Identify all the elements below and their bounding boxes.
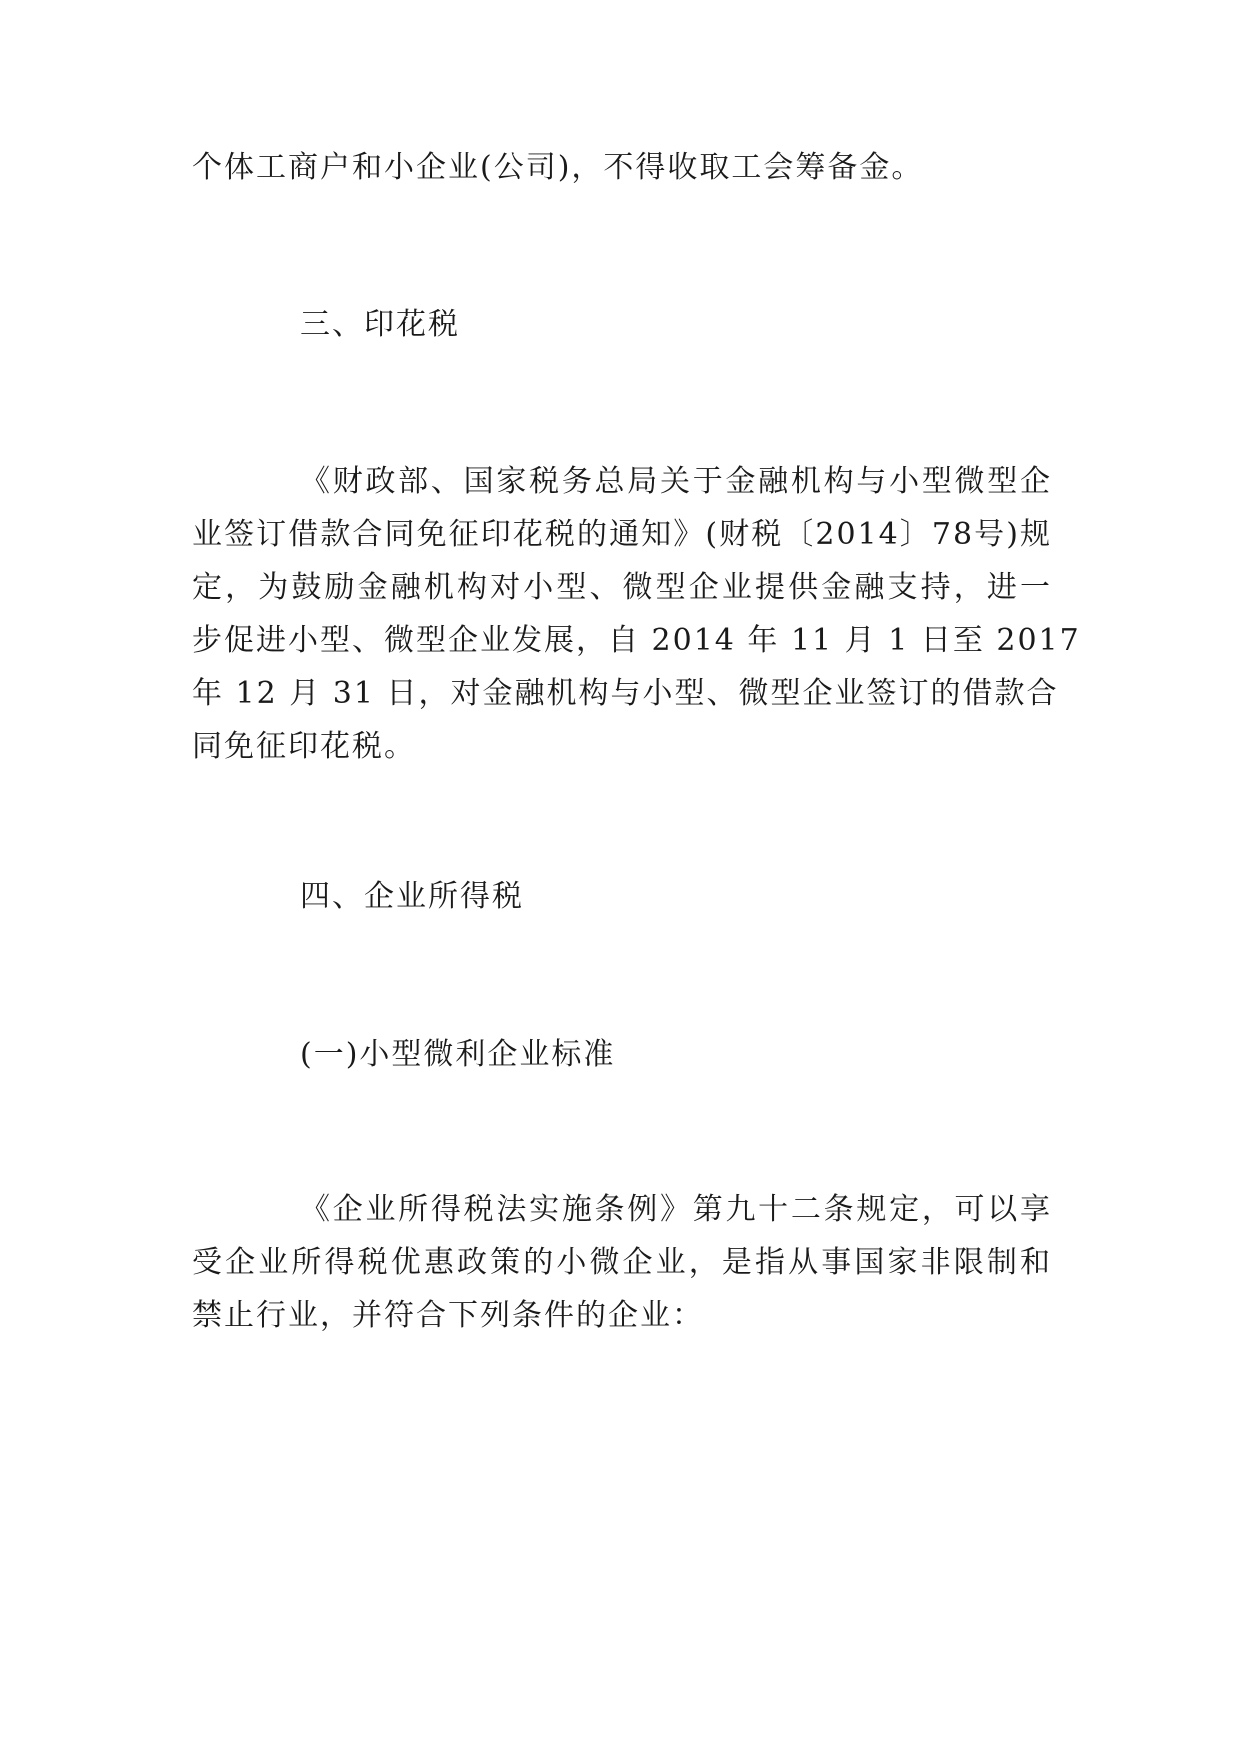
section-heading-enterprise-income-tax: 四、企业所得税	[300, 879, 524, 914]
paragraph-line: 个体工商户和小企业(公司)，不得收取工会筹备金。	[192, 150, 924, 185]
paragraph-line: 受企业所得税优惠政策的小微企业，是指从事国家非限制和	[192, 1245, 1052, 1280]
section-heading-stamp-duty: 三、印花税	[300, 307, 460, 342]
paragraph-line: 定，为鼓励金融机构对小型、微型企业提供金融支持，进一	[192, 570, 1052, 605]
paragraph-line: 年 12 月 31 日，对金融机构与小型、微型企业签订的借款合	[192, 676, 1059, 711]
subsection-heading: (一)小型微利企业标准	[300, 1037, 616, 1072]
paragraph-line: 禁止行业，并符合下列条件的企业：	[192, 1298, 704, 1333]
paragraph-line: 同免征印花税。	[192, 729, 416, 764]
paragraph-line: 《财政部、国家税务总局关于金融机构与小型微型企	[300, 464, 1052, 499]
paragraph-line: 业签订借款合同免征印花税的通知》(财税〔2014〕78号)规	[192, 517, 1052, 552]
paragraph-line: 步促进小型、微型企业发展，自 2014 年 11 月 1 日至 2017	[192, 623, 1081, 658]
paragraph-line: 《企业所得税法实施条例》第九十二条规定，可以享	[300, 1192, 1052, 1227]
